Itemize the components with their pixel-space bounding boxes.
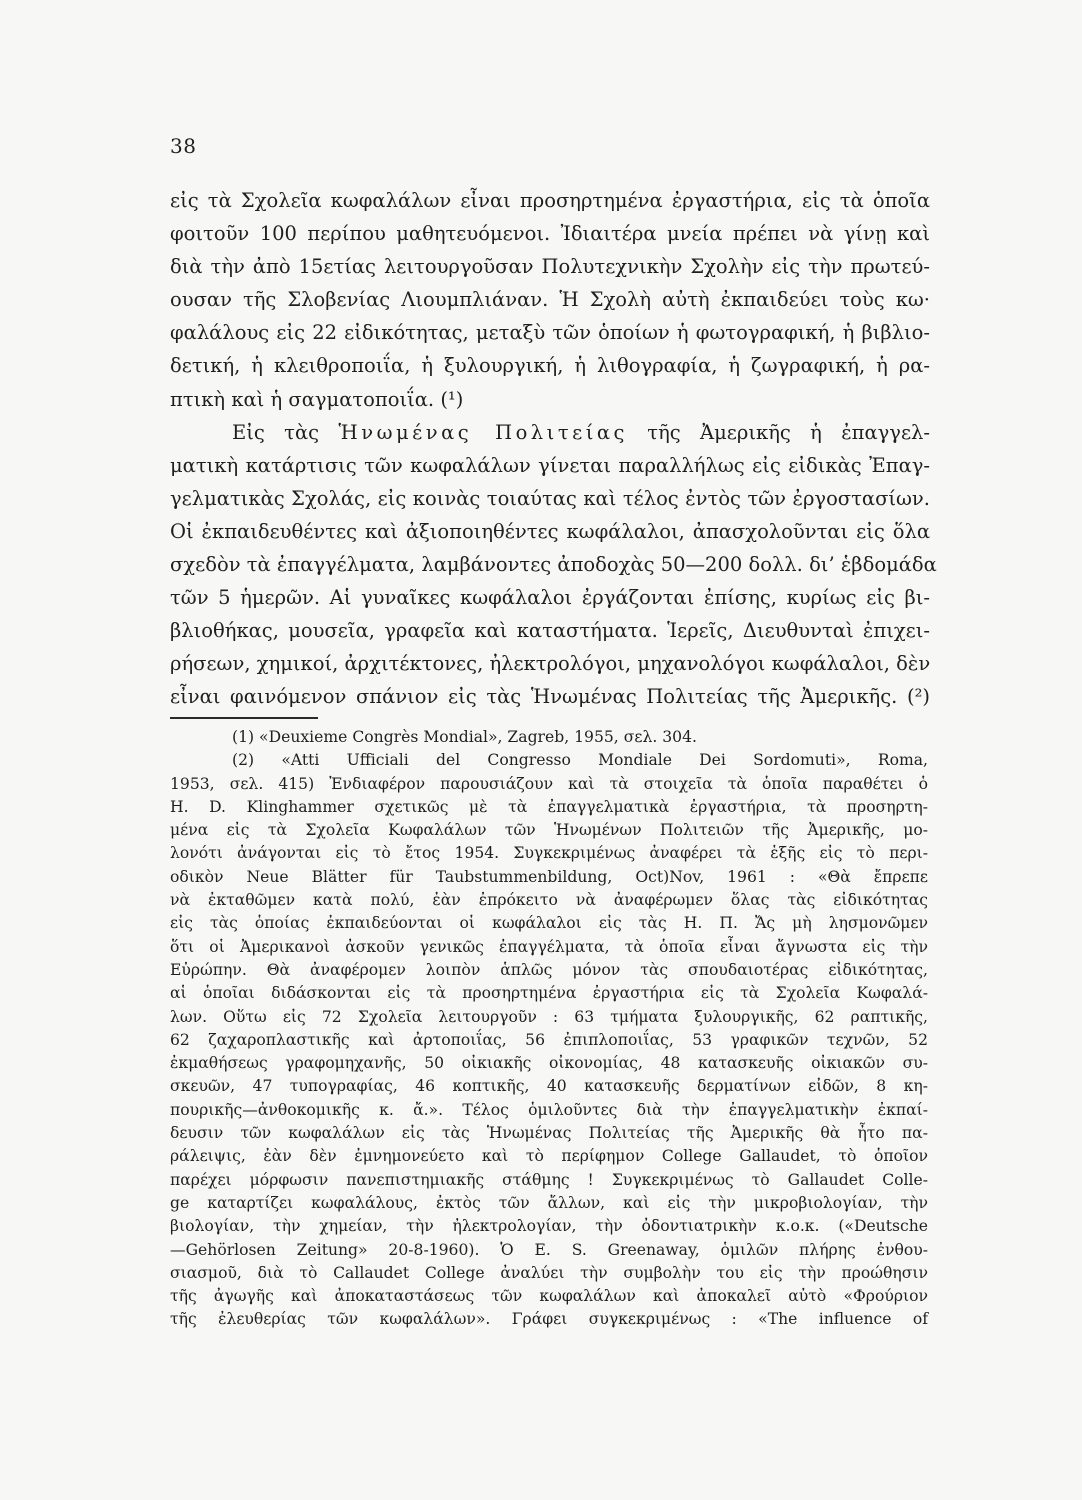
footnote-line: βιολογίαν, τὴν χημείαν, τὴν ἠλεκτρολογίαν, τὴν ὀδοντιατρικὴν κ.ο.κ. («Deutsche (170, 1217, 928, 1236)
text-line: ουσαν τῆς Σλοβενίας Λιουμπλιάναν. Ἡ Σχολὴ αὐτὴ ἐκπαιδεύει τοὺς κω· (170, 288, 930, 312)
footnote-line: ge καταρτίζει κωφαλάλους, ἐκτὸς τῶν ἄλλων, καὶ εἰς τὴν μικροβιολογίαν, τὴν (170, 1193, 928, 1212)
opening-suffix: τῆς Ἀμερικῆς ἡ ἐπαγγελ- (627, 420, 931, 444)
footnote-line: H. D. Klinghammer σχετικῶς μὲ τὰ ἐπαγγελματικὰ ἐργαστήρια, τὰ προσηρτη- (170, 797, 928, 816)
text-line: ρήσεων, χημικοί, ἀρχιτέκτονες, ἠλεκτρολόγοι, μηχανολόγοι κωφάλαλοι, δὲν (170, 652, 931, 676)
text-line: εἶναι φαινόμενον σπάνιον εἰς τὰς Ἡνωμένας Πολιτείας τῆς Ἀμερικῆς. (²) (170, 685, 930, 709)
footnote-2: (2) «Atti Ufficiali del Congresso Mondiale Dei Sordomuti», Roma, (232, 751, 928, 770)
text-line: βλιοθήκας, μουσεῖα, γραφεῖα καὶ καταστήματα. Ἱερεῖς, Διευθυνταὶ ἐπιχει- (170, 619, 930, 643)
text-line: ματικὴ κατάρτισις τῶν κωφαλάλων γίνεται παραλλήλως εἰς εἰδικὰς Ἐπαγ- (170, 453, 930, 477)
footnote-line: σιασμοῦ, διὰ τὸ Callaudet College ἀναλύει τὴν συμβολὴν του εἰς τὴν προώθησιν (170, 1263, 928, 1282)
footnote-line: σκευῶν, 47 τυπογραφίας, 46 κοπτικῆς, 40 κατασκευῆς δερματίνων εἰδῶν, 8 κη- (170, 1077, 928, 1096)
footnote-line: παρέχει μόρφωσιν πανεπιστημιακῆς στάθμης ! Συγκεκριμένως τὸ Gallaudet Colle- (170, 1170, 928, 1189)
footnote-line: πουρικῆς—ἀνθοκομικῆς κ. ἄ.». Τέλος ὁμιλοῦντες διὰ τὴν ἐπαγγελματικὴν ἐκπαί- (170, 1100, 928, 1119)
footnote-line: τῆς ἐλευθερίας τῶν κωφαλάλων». Γράφει συγκεκριμένως : «The influence of (170, 1310, 928, 1329)
footnote-line: 62 ζαχαροπλαστικῆς καὶ ἀρτοποιΐας, 56 ἐπιπλοποιΐας, 53 γραφικῶν τεχνῶν, 52 (170, 1030, 928, 1049)
text-line: φοιτοῦν 100 περίπου μαθητευόμενοι. Ἰδιαιτέρα μνεία πρέπει νὰ γίνῃ καὶ (170, 222, 930, 246)
footnote-line: Εὐρώπην. Θὰ ἀναφέρομεν λοιπὸν ἁπλῶς μόνον τὰς σπουδαιοτέρας εἰδικότητας, (170, 960, 928, 979)
footnote-line: μένα εἰς τὰ Σχολεῖα Κωφαλάλων τῶν Ἡνωμένων Πολιτειῶν τῆς Ἀμερικῆς, μο- (170, 821, 928, 840)
footnote-line: λων. Οὕτω εἰς 72 Σχολεῖα λειτουργοῦν : 63 τμήματα ξυλουργικῆς, 62 ραπτικῆς, (170, 1007, 928, 1026)
text-line: πτικὴ καὶ ἡ σαγματοποιΐα. (¹) (170, 387, 464, 411)
footnote-line: αἱ ὁποῖαι διδάσκονται εἰς τὰ προσηρτημένα ἐργαστήρια εἰς τὰ Σχολεῖα Κωφαλά- (170, 984, 928, 1003)
footnote-line: εἰς τὰς ὁποίας ἐκπαιδεύονται οἱ κωφάλαλοι εἰς τὰς Η. Π. Ἄς μὴ λησμονῶμεν (170, 914, 928, 933)
main-text (170, 184, 937, 714)
text-line: σχεδὸν τὰ ἐπαγγέλματα, λαμβάνοντες ἀποδοχὰς 50—200 δολλ. δι’ ἑβδομάδα (170, 553, 937, 577)
footnote-line: τῆς ἀγωγῆς καὶ ἀποκαταστάσεως τῶν κωφαλάλων καὶ ἀποκαλεῖ αὐτὸ «Φρούριον (170, 1287, 928, 1306)
footnote-line: λονότι ἀνάγονται εἰς τὸ ἔτος 1954. Συγκεκριμένως ἀναφέρει τὰ ἑξῆς εἰς τὸ περι- (170, 844, 928, 863)
text-line: εἰς τὰ Σχολεῖα κωφαλάλων εἶναι προσηρτημένα ἐργαστήρια, εἰς τὰ ὁποῖα (170, 189, 930, 212)
footnotes (170, 726, 928, 1332)
text-line: τῶν 5 ἡμερῶν. Αἱ γυναῖκες κωφάλαλοι ἐργάζονται ἐπίσης, κυρίως εἰς βι- (170, 586, 930, 610)
text-line: διὰ τὴν ἀπὸ 15ετίας λειτουργοῦσαν Πολυτεχνικὴν Σχολὴν εἰς τὴν πρωτεύ- (170, 255, 930, 279)
footnote-line: ὅτι οἱ Ἀμερικανοὶ ἀσκοῦν γενικῶς ἐπαγγέλματα, τὰ ὁποῖα εἶναι ἄγνωστα εἰς τὴν (170, 937, 928, 956)
footnote-line: ἐκμαθήσεως γραφομηχανῆς, 50 οἰκιακῆς οἰκονομίας, 48 κατασκευῆς οἰκιακῶν συ- (170, 1054, 928, 1073)
footnote-line: οδικὸν Neue Blätter für Taubstummenbildung, Oct)Nov, 1961 : «Θὰ ἔπρεπε (170, 867, 928, 886)
paragraph-opening-line (170, 416, 930, 449)
footnote-line: 1953, σελ. 415) Ἐνδιαφέρον παρουσιάζουν καὶ τὰ στοιχεῖα τὰ ὁποῖα παραθέτει ὁ (170, 774, 928, 793)
footnote-1: (1) «Deuxieme Congrès Mondial», Zagreb, 1955, σελ. 304. (232, 728, 697, 746)
footnote-separator (170, 717, 318, 719)
text-line: γελματικὰς Σχολάς, εἰς κοινὰς τοιαύτας καὶ τέλος ἐντὸς τῶν ἐργοστασίων. (170, 486, 930, 510)
footnote-line: δευσιν τῶν κωφαλάλων εἰς τὰς Ἡνωμένας Πολιτείας τῆς Ἀμερικῆς θὰ ἦτο πα- (170, 1124, 928, 1143)
text-line: Οἱ ἐκπαιδευθέντες καὶ ἀξιοποιηθέντες κωφάλαλοι, ἀπασχολοῦνται εἰς ὅλα (170, 519, 930, 543)
footnote-line: νὰ ἐκταθῶμεν κατὰ πολύ, ἐὰν ἐπρόκειτο νὰ ἀναφέρωμεν ὅλας τὰς εἰδικότητας (170, 891, 928, 910)
spaced-emphasis: Ἡνωμένας Πολιτείας (338, 420, 628, 444)
footnote-line: ράλειψις, ἐὰν δὲν ἐμνημονεύετο καὶ τὸ περίφημον College Gallaudet, τὸ ὁποῖον (170, 1147, 928, 1166)
text-line: δετική, ἡ κλειθροποιΐα, ἡ ξυλουργική, ἡ λιθογραφία, ἡ ζωγραφική, ἡ ρα- (170, 354, 930, 378)
footnote-line: —Gehörlosen Zeitung» 20-8-1960). Ὁ E. S. Greenaway, ὁμιλῶν πλήρης ἐνθου- (170, 1240, 928, 1259)
page-number: 38 (170, 134, 197, 158)
text-line: φαλάλους εἰς 22 εἰδικότητας, μεταξὺ τῶν ὁποίων ἡ φωτογραφική, ἡ βιβλιο- (170, 321, 930, 345)
opening-prefix: Εἰς τὰς (232, 420, 339, 444)
